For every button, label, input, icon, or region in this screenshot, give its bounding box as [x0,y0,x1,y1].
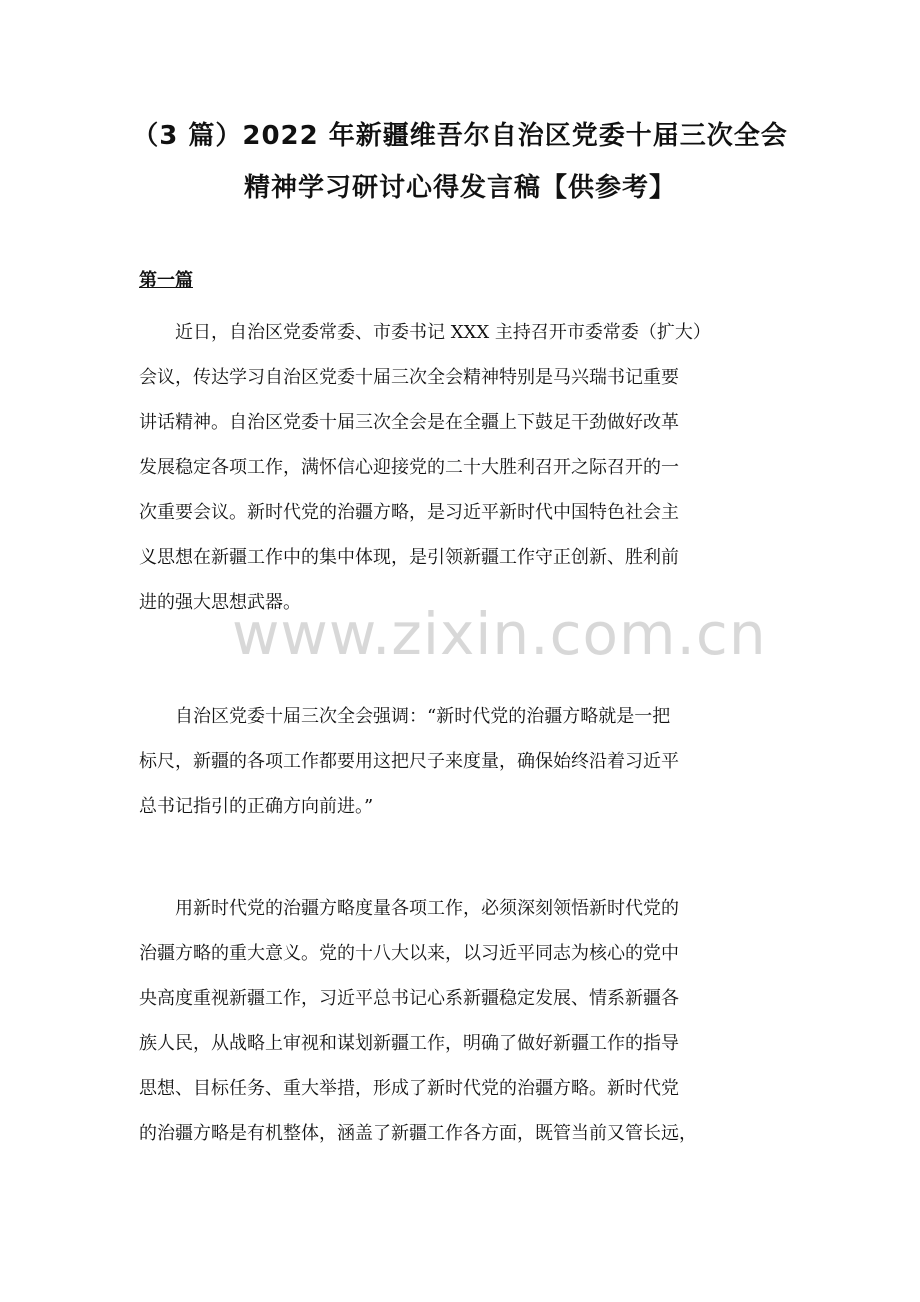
watermark: www.zixin.com.cn [232,600,767,668]
paragraph-line: 发展稳定各项工作，满怀信心迎接党的二十大胜利召开之际召开的一 [139,457,679,478]
paragraph-line: 近日，自治区党委常委、市委书记 XXX 主持召开市委常委（扩大） [175,322,711,343]
paragraph-line: 治疆方略的重大意义。党的十八大以来，以习近平同志为核心的党中 [139,943,679,964]
paragraph-line: 族人民，从战略上审视和谋划新疆工作，明确了做好新疆工作的指导 [139,1033,679,1054]
paragraph-1 [139,310,789,625]
paragraph-line: 的治疆方略是有机整体，涵盖了新疆工作各方面，既管当前又管长远， [139,1123,697,1144]
paragraph-line: 标尺，新疆的各项工作都要用这把尺子来度量，确保始终沿着习近平 [139,751,679,772]
paragraph-line: 总书记指引的正确方向前进。” [139,796,374,817]
paragraph-line: 讲话精神。自治区党委十届三次全会是在全疆上下鼓足干劲做好改革 [139,412,679,433]
title-line-2: 精神学习研讨心得发言稿【供参考】 [243,173,676,203]
paragraph-line: 义思想在新疆工作中的集中体现，是引领新疆工作守正创新、胜利前 [139,547,679,568]
paragraph-line: 次重要会议。新时代党的治疆方略，是习近平新时代中国特色社会主 [139,502,679,523]
paragraph-line: 自治区党委十届三次全会强调：“新时代党的治疆方略就是一把 [175,706,671,727]
section-heading: 第一篇 [139,270,193,291]
paragraph-line: 会议，传达学习自治区党委十届三次全会精神特别是马兴瑞书记重要 [139,367,679,388]
paragraph-3 [139,886,789,1156]
paragraph-line: 央高度重视新疆工作，习近平总书记心系新疆稳定发展、情系新疆各 [139,988,679,1009]
document-title [100,110,820,214]
paragraph-line: 思想、目标任务、重大举措，形成了新时代党的治疆方略。新时代党 [139,1078,679,1099]
paragraph-line: 用新时代党的治疆方略度量各项工作，必须深刻领悟新时代党的 [175,898,679,919]
title-line-1: （3 篇）2022 年新疆维吾尔自治区党委十届三次全会 [132,121,788,151]
paragraph-line: 进的强大思想武器。 [139,592,301,613]
paragraph-2 [139,694,789,829]
